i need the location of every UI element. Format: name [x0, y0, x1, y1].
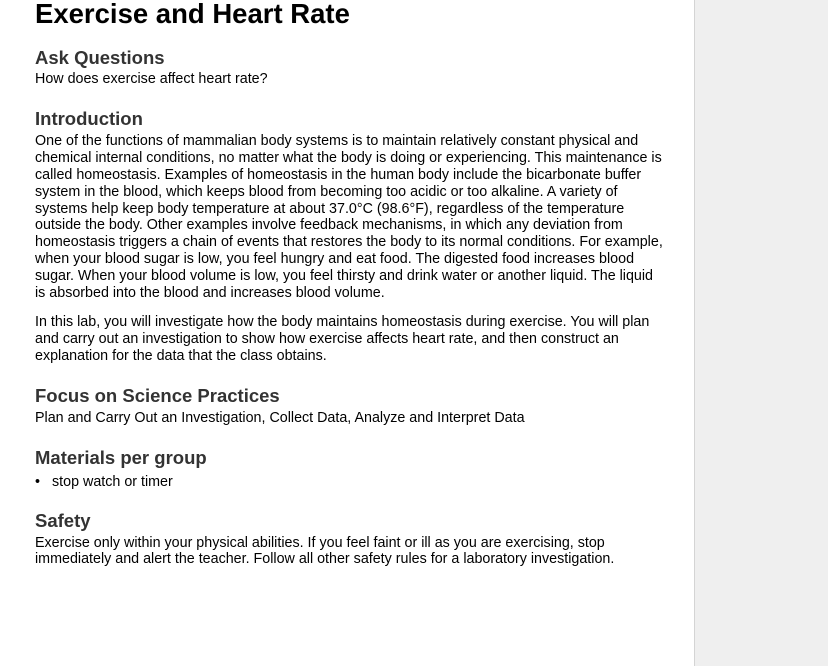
side-panel [694, 0, 828, 666]
materials-heading: Materials per group [35, 446, 207, 468]
document-content [35, 0, 663, 568]
introduction-paragraph: One of the functions of mammalian body systems is to maintain relatively constant physical and chemical internal conditions, no matter what the body is doing or experiencing. This maintenance is called homeostasis. Examples of homeostasis in the human body include the bicarbonate buffer system in the blood, which keeps blood from becoming too acidic or too alkaline. A variety of systems help keep body temperature at about 37.0°C (98.6°F), regardless of the temperature outside the body. Other examples involve feedback mechanisms, in which any deviation from homeostasis triggers a chain of events that restores the body to its normal conditions. For example, when your blood sugar is low, you feel hungry and eat food. The digested food increases blood sugar. When your blood volume is low, you feel thirsty and drink water or another liquid. The liquid is absorbed into the blood and increases blood volume. [35, 132, 663, 302]
materials-item-text: stop watch or timer [52, 473, 173, 490]
focus-practices-heading: Focus on Science Practices [35, 384, 280, 406]
safety-text: Exercise only within your physical abilities. If you feel faint or ill as you are exercising, stop immediately and alert the teacher. Follow all other safety rules for a laboratory investigation. [35, 534, 615, 568]
section-focus-practices [35, 385, 663, 427]
section-safety [35, 510, 663, 569]
safety-heading: Safety [35, 509, 91, 531]
section-materials [35, 447, 663, 491]
materials-list [35, 474, 663, 491]
bullet-icon: • [35, 473, 41, 490]
ask-questions-heading: Ask Questions [35, 47, 165, 68]
section-introduction [35, 108, 663, 365]
section-ask-questions [35, 47, 663, 88]
page-title: Exercise and Heart Rate [35, 0, 350, 29]
introduction-heading: Introduction [35, 107, 143, 129]
ask-questions-text: How does exercise affect heart rate? [35, 71, 268, 87]
focus-practices-text: Plan and Carry Out an Investigation, Collect Data, Analyze and Interpret Data [35, 409, 525, 426]
introduction-paragraph: In this lab, you will investigate how the body maintains homeostasis during exercise. You will plan and carry out an investigation to show how exercise affects heart rate, and then construct an explanation for the data that the class obtains. [35, 313, 650, 364]
list-item [35, 474, 663, 491]
